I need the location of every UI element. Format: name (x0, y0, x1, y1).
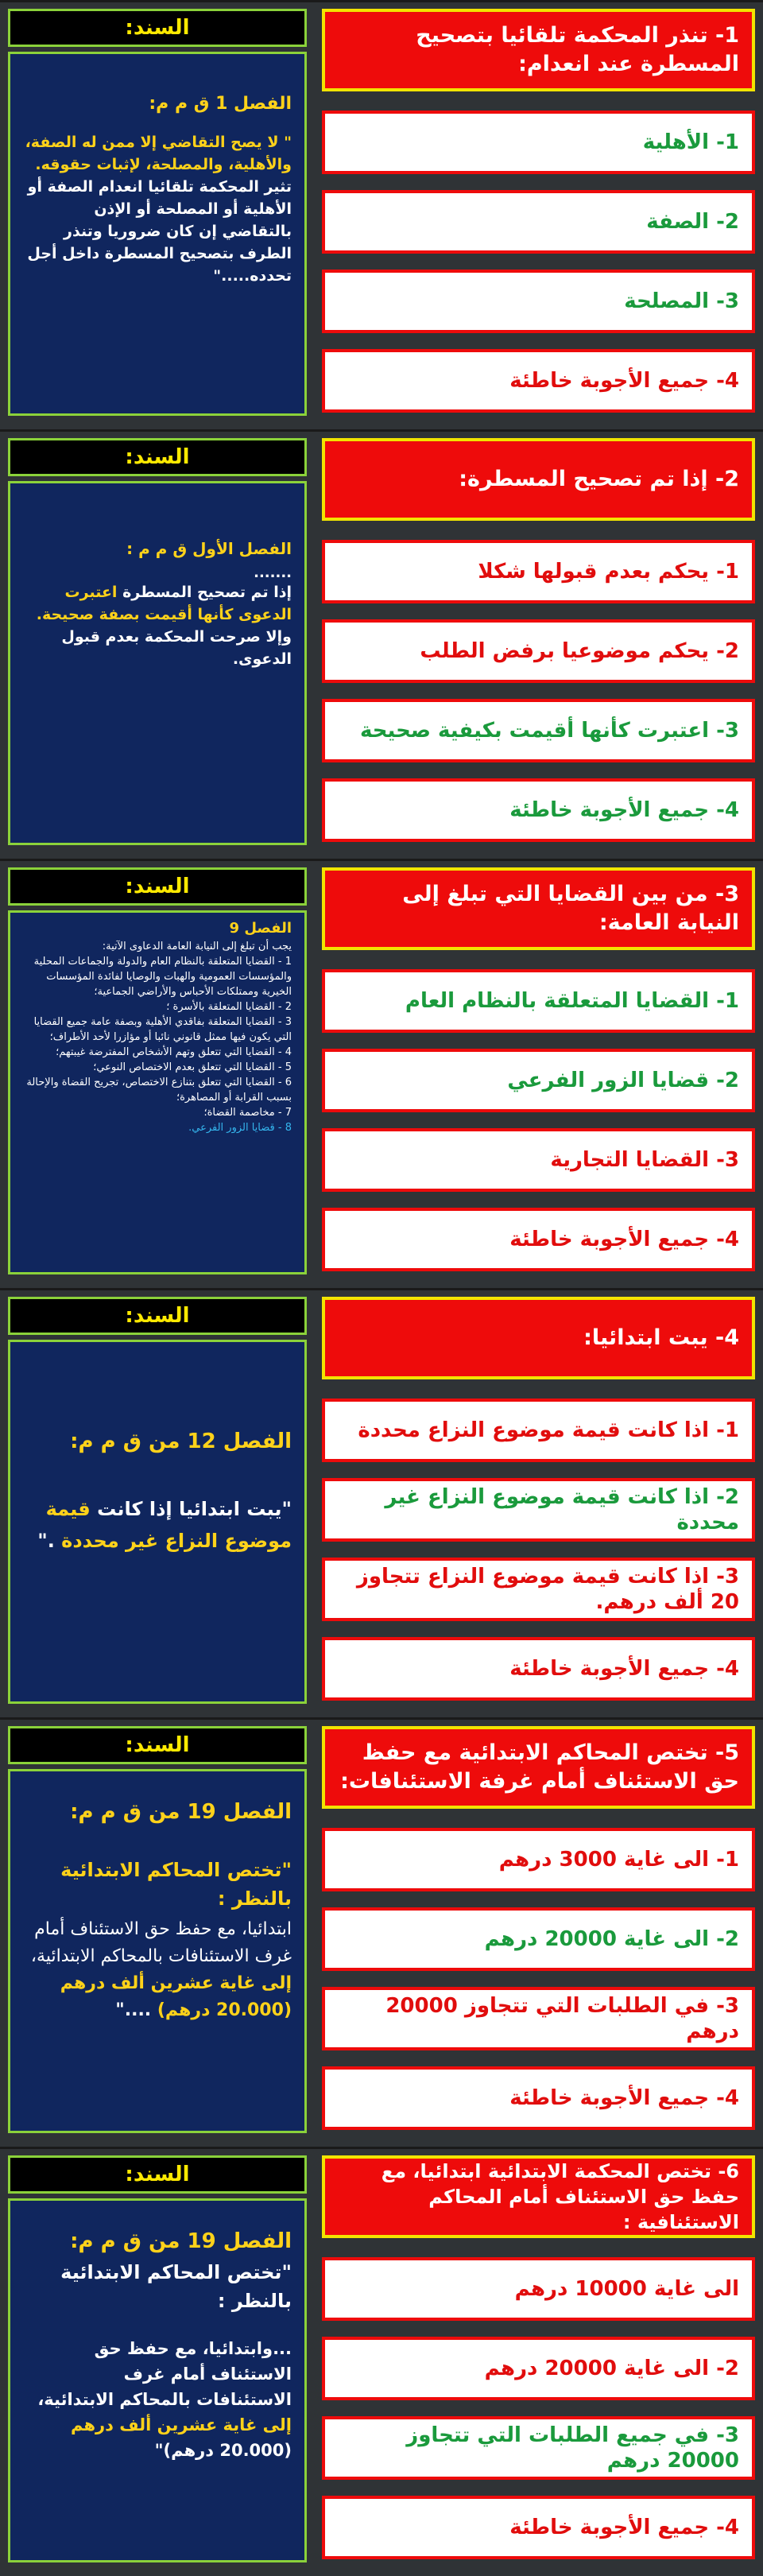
answer-option[interactable]: الى غاية 10000 درهم (322, 2257, 755, 2321)
reference-label: السند: (8, 438, 307, 476)
question-section-4 (0, 1288, 763, 1712)
answer-option[interactable]: 4- جميع الأجوبة خاطئة (322, 349, 755, 413)
answer-option[interactable]: 3- المصلحة (322, 270, 755, 333)
answer-option[interactable]: 4- جميع الأجوبة خاطئة (322, 2496, 755, 2559)
reference-heading: الفصل 19 من ق م م: (70, 1800, 292, 1824)
reference-text: ...." (115, 2000, 152, 2020)
reference-text: ." (37, 1530, 55, 1552)
reference-line: 2 - القضايا المتعلقة بالأسرة ؛ (166, 1001, 292, 1013)
question-title: 5- تختص المحاكم الابتدائية مع حفظ حق الاستئناف أمام غرفة الاستئنافات: (322, 1726, 755, 1809)
reference-text: "يبت ابتدائيا إذا كانت (97, 1498, 292, 1520)
answer-option[interactable]: 3- اعتبرت كأنها أقيمت بكيفية صحيحة (322, 699, 755, 762)
reference-line: 4 - القضايا التي تتعلق وتهم الأشخاص المفترضة غيبتهم؛ (56, 1046, 292, 1058)
reference-line: 5 - القضايا التي تتعلق بعدم الاختصاص النوعي؛ (93, 1061, 292, 1073)
reference-box (8, 1340, 307, 1704)
reference-text: ...وابتدائيا، مع حفظ حق الاستئناف أمام غرف الاستئنافات بالمحاكم الابتدائية، (37, 2339, 292, 2409)
reference-highlight: إلى غاية عشرين ألف درهم (71, 2415, 292, 2434)
reference-line: يجب أن تبلغ إلى النيابة العامة الدعاوى الآتية: (102, 941, 292, 952)
reference-highlight: قيمة موضوع النزاع غير محددة (45, 1498, 292, 1552)
answer-option[interactable]: 4- جميع الأجوبة خاطئة (322, 1208, 755, 1271)
reference-heading: الفصل 9 (229, 920, 292, 937)
reference-text: تثير المحكمة تلقائيا انعدام الصفة أو الأهلية أو المصلحة أو الإذن بالتقاضي إن كان ضروريا وتنذر الطرف بتصحيح المسطرة داخل أجل تحدده....." (27, 178, 292, 285)
reference-line: 6 - القضايا التي تتعلق بتنازع الاختصاص، تجريح القضاة والإحالة بسبب القرابة أو المصاهرة؛ (26, 1077, 292, 1104)
reference-box (8, 910, 307, 1274)
reference-box (8, 2198, 307, 2562)
question-section-5 (0, 1717, 763, 2141)
question-title: 4- يبت ابتدائيا: (322, 1297, 755, 1379)
reference-box (8, 481, 307, 845)
answer-option[interactable]: 4- جميع الأجوبة خاطئة (322, 778, 755, 842)
reference-text: وإلا صرحت المحكمة بعدم قبول الدعوى. (61, 628, 292, 668)
question-section-1 (0, 0, 763, 424)
reference-text: إذا تم تصحيح المسطرة (122, 584, 292, 601)
question-title: 3- من بين القضايا التي تبلغ إلى النيابة العامة: (322, 867, 755, 950)
reference-heading: الفصل 1 ق م م: (149, 94, 292, 114)
answer-option[interactable]: 3- في الطلبات التي تتجاوز 20000 درهم (322, 1987, 755, 2050)
reference-label: السند: (8, 1726, 307, 1764)
question-title: 1- تنذر المحكمة تلقائيا بتصحيح المسطرة عند انعدام: (322, 9, 755, 91)
answer-option[interactable]: 2- الى غاية 20000 درهم (322, 2337, 755, 2400)
reference-quote: " لا يصح التقاضي إلا ممن له الصفة، والأهلية، والمصلحة، لإثبات حقوقه. (25, 134, 292, 173)
question-title: 6- تختص المحكمة الابتدائية ابتدائيا، مع حفظ حق الاستئناف أمام المحاكم الاستئنافية : (322, 2155, 755, 2238)
reference-label: السند: (8, 9, 307, 47)
question-title: 2- إذا تم تصحيح المسطرة: (322, 438, 755, 521)
reference-highlight: اعتبرت الدعوى كأنها أقيمت بصفة صحيحة. (36, 584, 292, 623)
reference-box (8, 52, 307, 416)
question-section-3 (0, 859, 763, 1282)
reference-line: 1 - القضايا المتعلقة بالنظام العام والدولة والجماعات المحلية والمؤسسات العمومية والهبات والوصايا لفائدة المؤسسات الخيرية وممتلكات الأحباس والأراضي الجماعية؛ (33, 956, 292, 998)
answer-option[interactable]: 1- القضايا المتعلقة بالنظام العام (322, 969, 755, 1033)
reference-box (8, 1769, 307, 2133)
reference-highlight: "تختص المحاكم الابتدائية بالنظر : (60, 1859, 292, 1910)
answer-option[interactable]: 1- اذا كانت قيمة موضوع النزاع محددة (322, 1399, 755, 1462)
question-section-6 (0, 2147, 763, 2570)
answer-option[interactable]: 2- اذا كانت قيمة موضوع النزاع غير محددة (322, 1478, 755, 1542)
reference-line: 3 - القضايا المتعلقة بفاقدي الأهلية وبصفة عامة جميع القضايا التي يكون فيها ممثل قانوني نائبا أو مؤازرا لأحد الأطراف؛ (33, 1016, 292, 1043)
answer-option[interactable]: 2- الى غاية 20000 درهم (322, 1907, 755, 1971)
reference-label: السند: (8, 1297, 307, 1335)
answer-option[interactable]: 1- الى غاية 3000 درهم (322, 1828, 755, 1891)
reference-text: ابتدائيا، مع حفظ حق الاستئناف أمام غرف الاستئنافات بالمحاكم الابتدائية، (30, 1919, 292, 1966)
answer-option[interactable]: 1- يحكم بعدم قبولها شكلا (322, 540, 755, 603)
answer-option[interactable]: 3- اذا كانت قيمة موضوع النزاع تتجاوز 20 ألف درهم. (322, 1558, 755, 1621)
reference-dots: ....... (254, 564, 292, 581)
answer-option[interactable]: 2- الصفة (322, 190, 755, 254)
answer-option[interactable]: 4- جميع الأجوبة خاطئة (322, 1637, 755, 1701)
reference-label: السند: (8, 867, 307, 906)
answer-option[interactable]: 3- في جميع الطلبات التي تتجاوز 20000 درهم (322, 2416, 755, 2480)
question-section-2 (0, 429, 763, 853)
reference-text: (20.000 درهم)" (154, 2441, 292, 2460)
reference-text: "تختص المحاكم الابتدائية بالنظر : (60, 2261, 292, 2312)
reference-line: 7 - مخاصمة القضاة؛ (203, 1107, 292, 1119)
answer-option[interactable]: 2- يحكم موضوعيا برفض الطلب (322, 619, 755, 683)
reference-heading: الفصل 19 من ق م م: (70, 2229, 292, 2253)
reference-heading: الفصل الأول ق م م : (126, 539, 292, 558)
answer-option[interactable]: 1- الأهلية (322, 111, 755, 174)
reference-highlight: إلى غاية عشرين ألف درهم (20.000 درهم) (60, 1973, 292, 2020)
reference-line: 8 - قضايا الزور الفرعي. (188, 1122, 292, 1134)
answer-option[interactable]: 2- قضايا الزور الفرعي (322, 1049, 755, 1112)
answer-option[interactable]: 4- جميع الأجوبة خاطئة (322, 2066, 755, 2130)
reference-label: السند: (8, 2155, 307, 2194)
reference-heading: الفصل 12 من ق م م: (70, 1430, 292, 1453)
answer-option[interactable]: 3- القضايا التجارية (322, 1128, 755, 1192)
